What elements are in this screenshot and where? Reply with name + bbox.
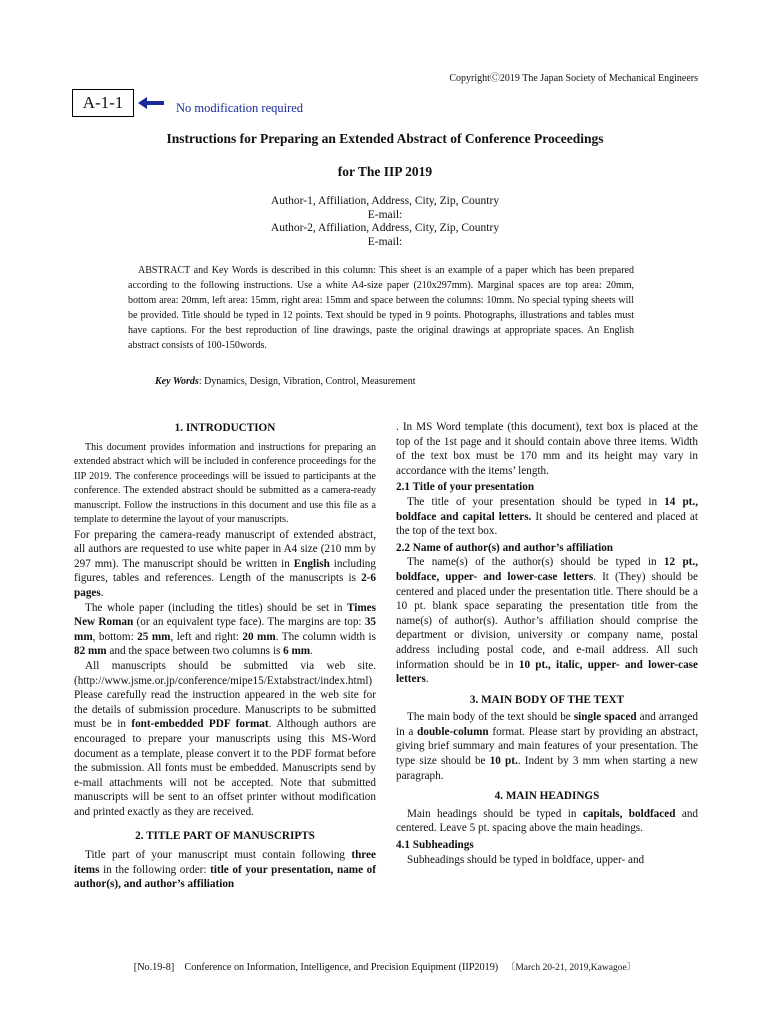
main-headings-paragraph: Main headings should be typed in capitals, boldfaced and centered. Leave 5 pt. spacing above the main headings.: [396, 807, 699, 835]
subheading-2-1: 2.1 Title of your presentation: [396, 481, 535, 494]
footer-date-location: 〔March 20-21, 2019,Kawagoe〕: [505, 963, 637, 973]
abstract-paragraph: ABSTRACT and Key Words is described in this column: This sheet is an example of a paper which has been prepared according to the following instructions. Use a white A4-size paper (210x297mm). Marginal spaces are top area: 20mm, bottom area: 20mm, left area: 15mm, right area: 15mm and space between the columns: 10mm. No special typing sheets will be provided. Title should be typed in 12 points. Text should be typed in 9 points. Photographs, illustrations and tables must have captions. For the best reproduction of line drawings, paste the original drawings at appropriate spaces. An English abstract consists of 100-150words.: [128, 265, 634, 351]
author-block: [72, 195, 698, 249]
paper-title-line2: for The IIP 2019: [337, 164, 433, 179]
author-1-email: E-mail:: [367, 208, 403, 221]
keywords-line: [155, 376, 416, 387]
intro-paragraph-1: This document provides information and instructions for preparing an extended abstract which will be included in conference proceedings for the IIP 2019. The conference proceedings will be issued to participants at the conference. The extended abstract should be submitted as a camera-ready manuscript. Follow the instructions in this document and use this file as a template to determine the layout of your manuscripts.: [74, 441, 376, 526]
author-2: Author-2, Affiliation, Address, City, Zip, Country: [270, 222, 500, 234]
subheading-2-2: 2.2 Name of author(s) and author’s affiliation: [396, 541, 614, 554]
subheading-2-1-paragraph: The title of your presentation should be typed in 14 pt., boldface and capital letters. It should be centered and placed at the top of the text box.: [396, 495, 699, 538]
main-body-paragraph: The main body of the text should be single spaced and arranged in a double-column format. Please start by providing an abstract, giving brief summary and main features of your presentation. The type size should be 10 pt.. Indent by 3 mm when starting a new paragraph.: [396, 711, 698, 782]
section-heading-introduction: 1. INTRODUCTION: [174, 422, 276, 434]
author-1: Author-1, Affiliation, Address, City, Zip, Country: [270, 195, 500, 207]
right-column: [396, 420, 698, 867]
page-footer: [72, 959, 698, 973]
intro-paragraph-3: The whole paper (including the titles) should be set in Times New Roman (or an equivalent type face). The margins are top: 35 mm, bottom: 25 mm, left and right: 20 mm. The column width is 82 mm and the space between two columns is 6 mm.: [74, 601, 377, 658]
paper-title-line1: Instructions for Preparing an Extended Abstract of Conference Proceedings: [166, 131, 604, 146]
keywords-text: : Dynamics, Design, Vibration, Control, Measurement: [198, 376, 416, 387]
section-heading-title-part: 2. TITLE PART OF MANUSCRIPTS: [135, 830, 315, 843]
modification-note: No modification required: [176, 101, 304, 115]
subheadings-paragraph: Subheadings should be typed in boldface, upper- and: [407, 853, 645, 866]
keywords-label: Key Words: [155, 376, 199, 387]
section-heading-main-body: 3. MAIN BODY OF THE TEXT: [469, 693, 625, 706]
title-part-paragraph-continued: . In MS Word template (this document), text box is placed at the top of the 1st page and it should contain above three items. Width of the text box must be 170 mm and its height may vary in accordance with the items’ length.: [396, 421, 698, 477]
subheading-4-1: 4.1 Subheadings: [396, 839, 474, 852]
title-part-bold-continued: title of your presentation, name of author(s), and author’s affiliation: [74, 863, 376, 891]
section-heading-main-headings: 4. MAIN HEADINGS: [494, 790, 600, 803]
intro-paragraph-4: All manuscripts should be submitted via web site. (http://www.jsme.or.jp/conference/mipe15/Extabstract/index.html) Please carefully read the instruction appeared in the web site for the details of submission procedure. Manuscripts to be submitted must be in font-embedded PDF format. Although authors are encouraged to prepare your manuscripts using this MS-Word document as a template, please convert it to the PDF format before the submission. All fonts must be embedded. Manuscripts send by e-mail attachments will not be accepted. Note that submitted manuscripts will be sent to an offset printer without modification and printed exactly as they are received.: [74, 659, 376, 818]
paper-id-label: A-1-1: [72, 89, 134, 117]
footer-paper-number: [No.19-8]: [133, 962, 175, 973]
left-arrow-icon: [138, 96, 164, 110]
left-column: [74, 421, 376, 892]
footer-conference-name: Conference on Information, Intelligence, and Precision Equipment (IIP2019): [184, 962, 499, 973]
copyright-notice: CopyrightⒸ2019 The Japan Society of Mechanical Engineers: [449, 73, 698, 84]
subheading-2-2-paragraph: The name(s) of the author(s) should be typed in 12 pt., boldface, upper- and lower-case letters. It (They) should be centered and placed under the presentation title. There should be a 10 pt. blank space separating the presentation title from the name(s) of author(s). Author’s affiliation should comprise the department or division, university or company name, postal address including postal code, and e-mail address. All such information should be in 10 pt., italic, upper- and lower-case letters.: [396, 556, 699, 686]
author-2-email: E-mail:: [367, 235, 403, 248]
title-part-paragraph: Title part of your manuscript must contain following three items in the following order: title of your presentation, name of author(s), and author’s affiliation: [74, 849, 376, 891]
intro-paragraph-2: For preparing the camera-ready manuscript of extended abstract, all authors are requested to use white paper in A4 size (210 mm by 297 mm). The manuscript should be written in English including figures, tables and references. Length of the manuscripts is 2-6 pages.: [74, 528, 376, 599]
